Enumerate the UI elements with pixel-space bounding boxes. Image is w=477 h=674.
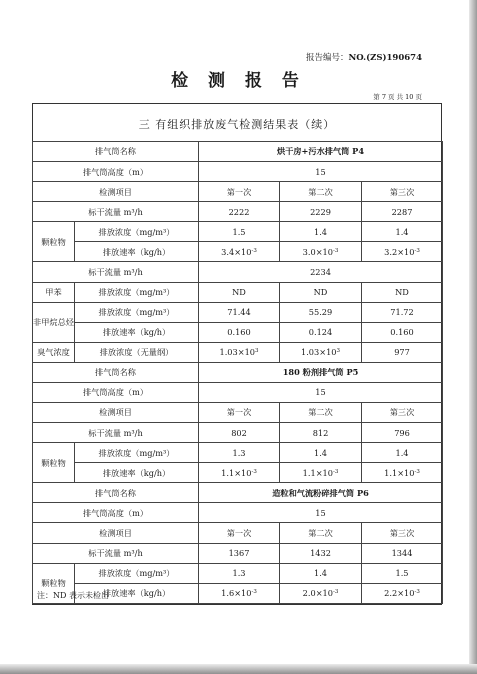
table-row bbox=[33, 423, 443, 443]
value-exponent: -3 bbox=[251, 589, 257, 596]
stack-height-label: 排气筒高度（m） bbox=[33, 382, 199, 402]
cell-value: 1.3 bbox=[199, 443, 280, 463]
value-mantissa: 2.2×10 bbox=[384, 588, 415, 599]
table-row bbox=[33, 142, 443, 162]
table-row bbox=[33, 322, 443, 342]
value-exponent: -3 bbox=[332, 468, 339, 475]
rate-label: 排放速率（kg/h） bbox=[75, 583, 199, 603]
conc-label: 排放浓度（mg/m³） bbox=[75, 282, 199, 302]
particulate-label: 颗粒物 bbox=[33, 443, 75, 483]
stack-name-label: 排气筒名称 bbox=[33, 362, 199, 382]
table-row bbox=[33, 162, 443, 182]
round-1-header: 第一次 bbox=[199, 523, 280, 543]
value-exponent: -3 bbox=[414, 468, 420, 475]
cell-value: 1367 bbox=[199, 543, 280, 563]
cell-value: 55.29 bbox=[280, 302, 362, 322]
value-mantissa: 1.03×10 bbox=[219, 347, 256, 358]
cell-value bbox=[362, 242, 443, 262]
cell-value: 2234 bbox=[199, 262, 443, 282]
cell-value: 2229 bbox=[280, 202, 362, 222]
flow-label: 标干流量 m³/h bbox=[33, 423, 199, 443]
cell-value bbox=[280, 583, 362, 603]
cell-value: 2287 bbox=[362, 202, 443, 222]
stack-name-p5: 180 粉剂排气筒 P5 bbox=[199, 362, 443, 382]
value-exponent: -3 bbox=[332, 589, 339, 596]
cell-value bbox=[199, 342, 280, 362]
stack-height-label: 排气筒高度（m） bbox=[33, 162, 199, 182]
cell-value: ND bbox=[362, 282, 443, 302]
cell-value: 802 bbox=[199, 423, 280, 443]
round-2-header: 第二次 bbox=[280, 523, 362, 543]
value-exponent: -3 bbox=[414, 247, 420, 254]
cell-value: 1.4 bbox=[280, 222, 362, 242]
stack-name-label: 排气筒名称 bbox=[33, 483, 199, 503]
table-row bbox=[33, 382, 443, 402]
table-row bbox=[33, 342, 443, 362]
table-row bbox=[33, 262, 443, 282]
item-label: 检测项目 bbox=[33, 403, 199, 423]
value-mantissa: 1.03×10 bbox=[301, 347, 337, 358]
value-mantissa: 1.6×10 bbox=[221, 588, 252, 599]
report-number-value: NO.(ZS)190674 bbox=[348, 53, 422, 63]
cell-value: ND bbox=[199, 282, 280, 302]
cell-value: 1.5 bbox=[199, 222, 280, 242]
cell-value: 1.4 bbox=[280, 443, 362, 463]
cell-value: 1.5 bbox=[362, 563, 443, 583]
nmhc-label: 非甲烷总烃 bbox=[33, 302, 75, 342]
cell-value bbox=[199, 242, 280, 262]
value-mantissa: 2.0×10 bbox=[302, 588, 333, 599]
value-mantissa: 1.1×10 bbox=[302, 467, 333, 478]
round-1-header: 第一次 bbox=[199, 182, 280, 202]
cell-value: 0.124 bbox=[280, 322, 362, 342]
cell-value: 1.4 bbox=[362, 222, 443, 242]
cell-value: 1.3 bbox=[199, 563, 280, 583]
value-mantissa: 3.2×10 bbox=[384, 246, 415, 257]
table-row bbox=[33, 282, 443, 302]
round-2-header: 第二次 bbox=[280, 182, 362, 202]
value-exponent: -3 bbox=[332, 247, 339, 254]
cell-value: 71.44 bbox=[199, 302, 280, 322]
conc-label: 排放浓度（mg/m³） bbox=[75, 563, 199, 583]
value-exponent: 3 bbox=[336, 348, 341, 355]
round-3-header: 第三次 bbox=[362, 523, 443, 543]
table-row bbox=[33, 563, 443, 583]
table-row bbox=[33, 182, 443, 202]
table-row bbox=[33, 202, 443, 222]
stack-name-p6: 造粒和气流粉碎排气筒 P6 bbox=[199, 483, 443, 503]
flow-label: 标干流量 m³/h bbox=[33, 543, 199, 563]
odor-label: 臭气浓度 bbox=[33, 342, 75, 362]
stack-height-p6: 15 bbox=[199, 503, 443, 523]
value-mantissa: 1.1×10 bbox=[384, 467, 415, 478]
value-exponent: -3 bbox=[251, 468, 257, 475]
item-label: 检测项目 bbox=[33, 523, 199, 543]
rate-label: 排放速率（kg/h） bbox=[75, 322, 199, 342]
cell-value: 1344 bbox=[362, 543, 443, 563]
toluene-label: 甲苯 bbox=[33, 282, 75, 302]
table-row bbox=[33, 443, 443, 463]
stack-name-p4: 烘干房+污水排气筒 P4 bbox=[199, 142, 443, 162]
page-info: 第 7 页 共 10 页 bbox=[373, 93, 422, 101]
cell-value bbox=[280, 342, 362, 362]
round-3-header: 第三次 bbox=[362, 403, 443, 423]
results-table bbox=[32, 141, 443, 604]
value-exponent: -3 bbox=[414, 589, 420, 596]
cell-value: 1.4 bbox=[362, 443, 443, 463]
conc-label: 排放浓度（mg/m³） bbox=[75, 302, 199, 322]
value-mantissa: 3.4×10 bbox=[221, 246, 252, 257]
report-number-label: 报告编号： bbox=[305, 53, 349, 63]
round-2-header: 第二次 bbox=[280, 403, 362, 423]
conc-label: 排放浓度（mg/m³） bbox=[75, 443, 199, 463]
item-label: 检测项目 bbox=[33, 182, 199, 202]
cell-value: 1.4 bbox=[280, 563, 362, 583]
particulate-label: 颗粒物 bbox=[33, 563, 75, 603]
flow-label: 标干流量 m³/h bbox=[33, 262, 199, 282]
conc-label: 排放浓度（mg/m³） bbox=[75, 222, 199, 242]
table-row bbox=[33, 483, 443, 503]
cell-value: 0.160 bbox=[199, 322, 280, 342]
table-row bbox=[33, 523, 443, 543]
cell-value: 812 bbox=[280, 423, 362, 443]
footnote: 注：ND 表示未检出 bbox=[37, 591, 109, 600]
report-number bbox=[306, 51, 422, 63]
table-row bbox=[33, 543, 443, 563]
table-row bbox=[33, 242, 443, 262]
particulate-label: 颗粒物 bbox=[33, 222, 75, 262]
rate-label: 排放速率（kg/h） bbox=[75, 463, 199, 483]
cell-value bbox=[280, 463, 362, 483]
table-row bbox=[33, 403, 443, 423]
table-row bbox=[33, 503, 443, 523]
cell-value: 2222 bbox=[199, 202, 280, 222]
odor-conc-label: 排放浓度（无量纲） bbox=[75, 342, 199, 362]
stack-name-label: 排气筒名称 bbox=[33, 142, 199, 162]
flow-label: 标干流量 m³/h bbox=[33, 202, 199, 222]
page-edge-shadow-right bbox=[469, 0, 477, 674]
value-mantissa: 1.1×10 bbox=[221, 467, 252, 478]
round-1-header: 第一次 bbox=[199, 403, 280, 423]
cell-value: 1432 bbox=[280, 543, 362, 563]
cell-value: 71.72 bbox=[362, 302, 443, 322]
cell-value: ND bbox=[280, 282, 362, 302]
value-mantissa: 3.0×10 bbox=[302, 246, 333, 257]
cell-value: 0.160 bbox=[362, 322, 443, 342]
cell-value bbox=[362, 583, 443, 603]
value-exponent: -3 bbox=[251, 247, 257, 254]
rate-label: 排放速率（kg/h） bbox=[75, 242, 199, 262]
stack-height-p4: 15 bbox=[199, 162, 443, 182]
stack-height-p5: 15 bbox=[199, 382, 443, 402]
cell-value bbox=[362, 463, 443, 483]
table-row bbox=[33, 222, 443, 242]
table-row bbox=[33, 362, 443, 382]
page-edge-shadow-bottom bbox=[0, 664, 477, 674]
cell-value bbox=[199, 583, 280, 603]
cell-value bbox=[199, 463, 280, 483]
table-row bbox=[33, 302, 443, 322]
cell-value: 977 bbox=[362, 342, 443, 362]
cell-value: 796 bbox=[362, 423, 443, 443]
table-title: 三 有组织排放废气检测结果表（续） bbox=[138, 118, 336, 131]
cell-value bbox=[280, 242, 362, 262]
table-row bbox=[33, 463, 443, 483]
value-exponent: 3 bbox=[255, 348, 259, 355]
document-title: 检 测 报 告 bbox=[171, 71, 306, 91]
stack-height-label: 排气筒高度（m） bbox=[33, 503, 199, 523]
round-3-header: 第三次 bbox=[362, 182, 443, 202]
